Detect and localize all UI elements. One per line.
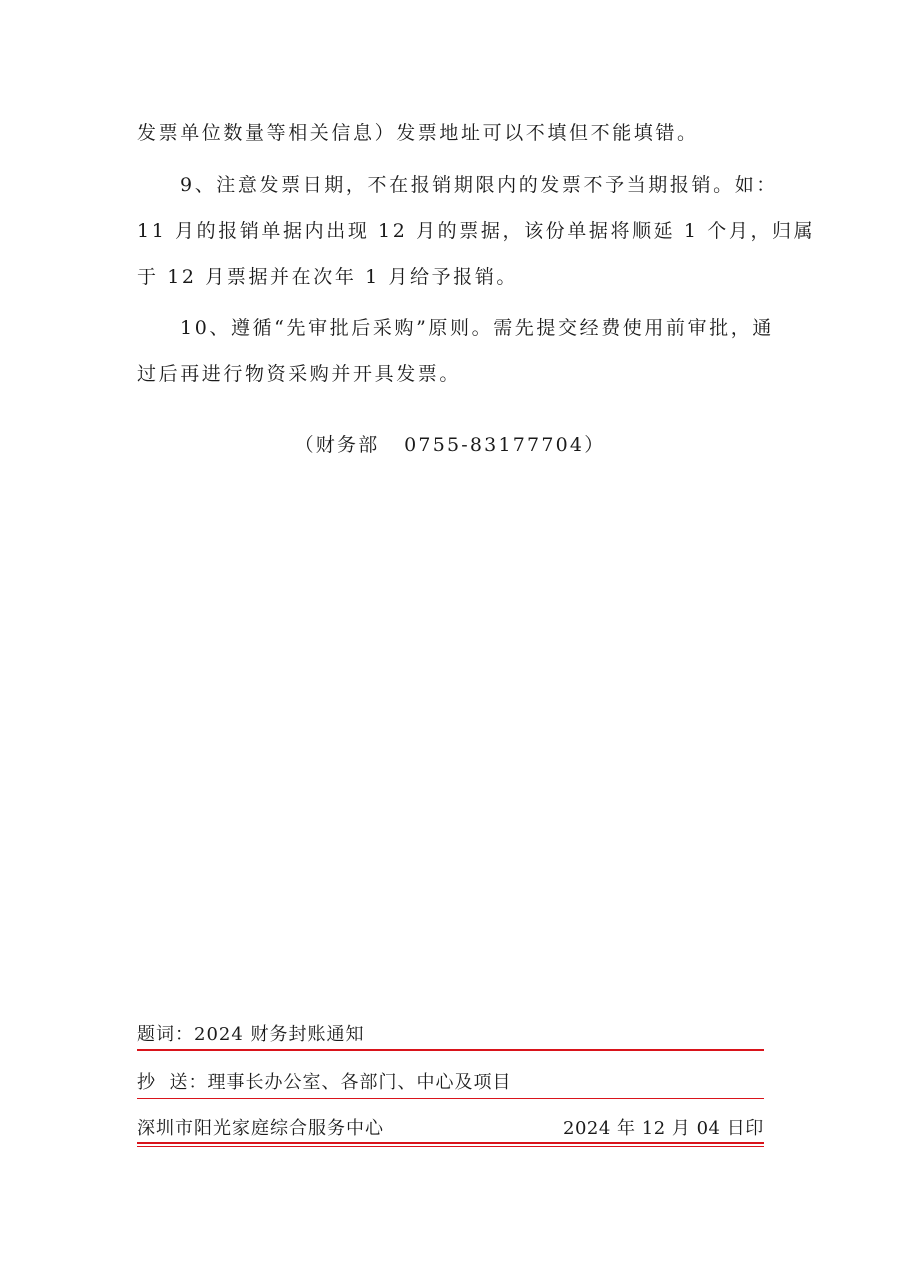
body-line: 发票单位数量等相关信息）发票地址可以不填但不能填错。 <box>137 122 699 144</box>
body-line: 于 12 月票据并在次年 1 月给予报销。 <box>137 266 519 288</box>
body-line: 11 月的报销单据内出现 12 月的票据，该份单据将顺延 1 个月，归属 <box>137 220 816 242</box>
body-line-item-9: 9、注意发票日期，不在报销期限内的发票不予当期报销。如： <box>180 174 778 196</box>
red-rule-middle <box>137 1098 764 1099</box>
cc-line: 抄 送：理事长办公室、各部门、中心及项目 <box>137 1072 512 1093</box>
body-line: 过后再进行物资采购并开具发票。 <box>137 363 462 385</box>
red-rule-top <box>137 1049 764 1051</box>
subject-line: 题词：2024 财务封账通知 <box>137 1024 365 1045</box>
print-date: 2024 年 12 月 04 日印 <box>563 1118 764 1139</box>
red-rule-bottom-2 <box>137 1146 764 1147</box>
red-rule-bottom-1 <box>137 1142 764 1144</box>
contact-line: （财务部 0755-83177704） <box>294 434 606 456</box>
issuer-name: 深圳市阳光家庭综合服务中心 <box>137 1118 384 1139</box>
body-line-item-10: 10、遵循“先审批后采购”原则。需先提交经费使用前审批，通 <box>180 317 775 339</box>
